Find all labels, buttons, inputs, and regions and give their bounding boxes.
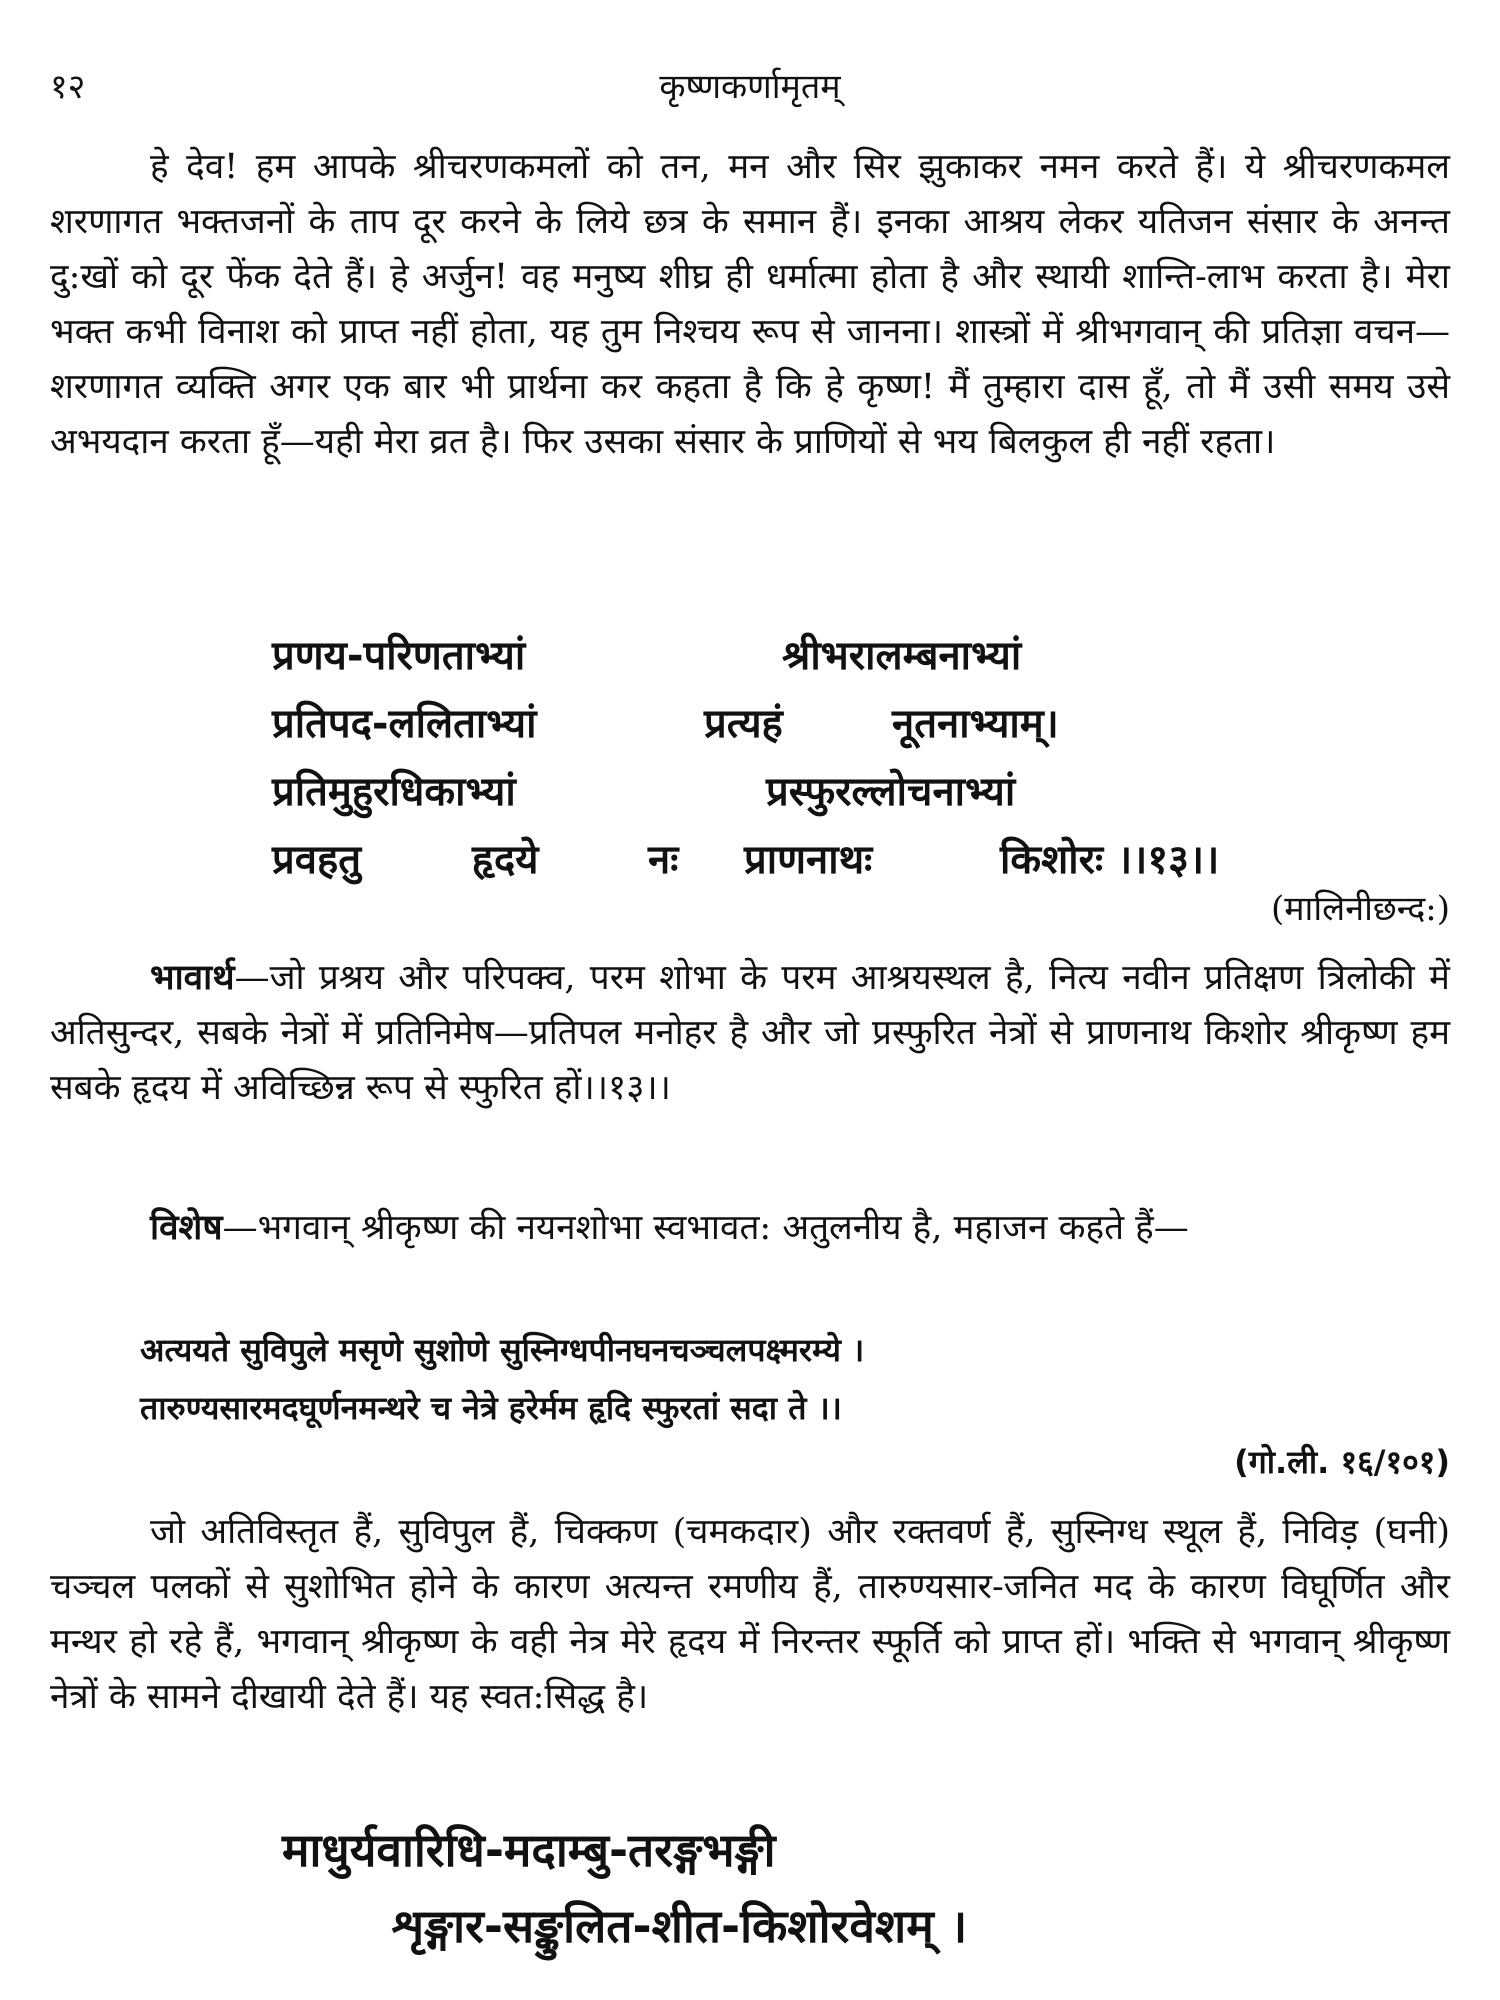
verse-13-line-3-b: प्रस्फुरल्लोचनाभ्यां	[766, 769, 1016, 815]
intro-paragraph: हे देव! हम आपके श्रीचरणकमलों को तन, मन और सिर झुकाकर नमन करते हैं। ये श्रीचरणकमल शरणागत भक्तजनों के ताप दूर करने के लिये छत्र के समान हैं। इनका आश्रय लेकर यतिजन संसार के अनन्त दु:खों को दूर फेंक देते हैं। हे अर्जुन! वह मनुष्य शीघ्र ही धर्मात्मा होता है और स्थायी शान्ति-लाभ करता है। मेरा भक्त कभी विनाश को प्राप्त नहीं होता, यह तुम निश्चय रूप से जानना। शास्त्रों में श्रीभगवान् की प्रतिज्ञा वचन—शरणागत व्यक्ति अगर एक बार भी प्रार्थना कर कहता है कि हे कृष्ण! मैं तुम्हारा दास हूँ, तो मैं उसी समय उसे अभयदान करता हूँ—यही मेरा व्रत है। फिर उसका संसार के प्राणियों से भय बिलकुल ही नहीं रहता।	[50, 147, 1450, 462]
verse-13-line-1-b: श्रीभरालम्बनाभ्यां	[782, 633, 1022, 679]
verse-13-line-2	[272, 696, 1219, 752]
verse-13-line-2-b: प्रत्यहं	[704, 701, 783, 747]
vishesh-block	[50, 1200, 1450, 1256]
verse-13-line-4-b: हृदये	[472, 837, 539, 883]
bhavartha-label: भावार्थ	[150, 957, 235, 998]
quoted-verse-line-1: अत्ययते सुविपुले मसृणे सुशोणे सुस्निग्धपीनघनचञ्चलपक्ष्मरम्ये ।	[140, 1331, 865, 1369]
quote-reference: (गो.ली. १६/१०१)	[1234, 1443, 1450, 1481]
verse-13-line-4-e: किशोरः ।।१३।।	[1000, 837, 1220, 883]
verse-13-line-2-a: प्रतिपद-ललिताभ्यां	[272, 701, 537, 747]
bhavartha-paragraph	[50, 950, 1450, 1116]
verse-13-line-2-c: नूतनाभ्याम्।	[892, 701, 1059, 747]
vishesh-text: —भगवान् श्रीकृष्ण की नयनशोभा स्वभावत: अतुलनीय है, महाजन कहते हैं—	[222, 1208, 1189, 1248]
verse-13-line-3	[272, 764, 1219, 820]
vishesh-paragraph	[50, 1200, 1450, 1256]
page-header	[50, 62, 1450, 112]
verse-13-line-1	[272, 628, 1219, 684]
bhavartha-text: —जो प्रश्रय और परिपक्व, परम शोभा के परम आश्रयस्थल है, नित्य नवीन प्रतिक्षण त्रिलोकी में अतिसुन्दर, सबके नेत्रों में प्रतिनिमेष—प्रतिपल मनोहर है और जो प्रस्फुरित नेत्रों से प्राणनाथ किशोर श्रीकृष्ण हम सबके हृदय में अविच्छिन्न रूप से स्फुरित हों।।१३।।	[50, 958, 1450, 1108]
explanation-block	[50, 1505, 1450, 1725]
running-title: कृष्णकर्णामृतम्	[659, 67, 841, 107]
intro-paragraph-block	[50, 140, 1450, 470]
explanation-paragraph: जो अतिविस्तृत हैं, सुविपुल हैं, चिक्कण (चमकदार) और रक्तवर्ण हैं, सुस्निग्ध स्थूल हैं, निविड़ (घनी) चञ्चल पलकों से सुशोभित होने के कारण अत्यन्त रमणीय हैं, तारुण्यसार-जनित मद के कारण विघूर्णित और मन्थर हो रहे हैं, भगवान् श्रीकृष्ण के वही नेत्र मेरे हृदय में निरन्तर स्फूर्ति को प्राप्त हों। भक्ति से भगवान् श्रीकृष्ण नेत्रों के सामने दीखायी देते हैं। यह स्वत:सिद्ध है।	[50, 1512, 1450, 1717]
verse-13	[272, 628, 1219, 888]
verse-13-line-1-a: प्रणय-परिणताभ्यां	[272, 633, 526, 679]
verse-13-line-4-a: प्रवहतु	[272, 837, 362, 883]
verse-13-line-4-d: प्राणनाथः	[744, 837, 873, 883]
verse-13-line-3-a: प्रतिमुहुरधिकाभ्यां	[272, 769, 516, 815]
verse-14-line-2: शृङ्गार-सङ्कुलित-शीत-किशोरवेशम् ।	[392, 1899, 968, 1953]
bhavartha-block	[50, 950, 1450, 1116]
quoted-verse	[140, 1325, 864, 1433]
quoted-verse-line-2: तारुण्यसारमदघूर्णनमन्थरे च नेत्रे हरेर्मम हृदि स्फुरतां सदा ते ।।	[140, 1389, 842, 1427]
verse-13-line-4	[272, 832, 1219, 888]
page-number: १२	[50, 67, 86, 107]
vishesh-label: विशेष	[150, 1207, 223, 1248]
verse-14-line-1: माधुर्यवारिधि-मदाम्बु-तरङ्गभङ्गी	[282, 1823, 776, 1877]
meter-name: (मालिनीछन्द:)	[1270, 889, 1450, 929]
verse-13-line-4-c: नः	[648, 837, 679, 883]
